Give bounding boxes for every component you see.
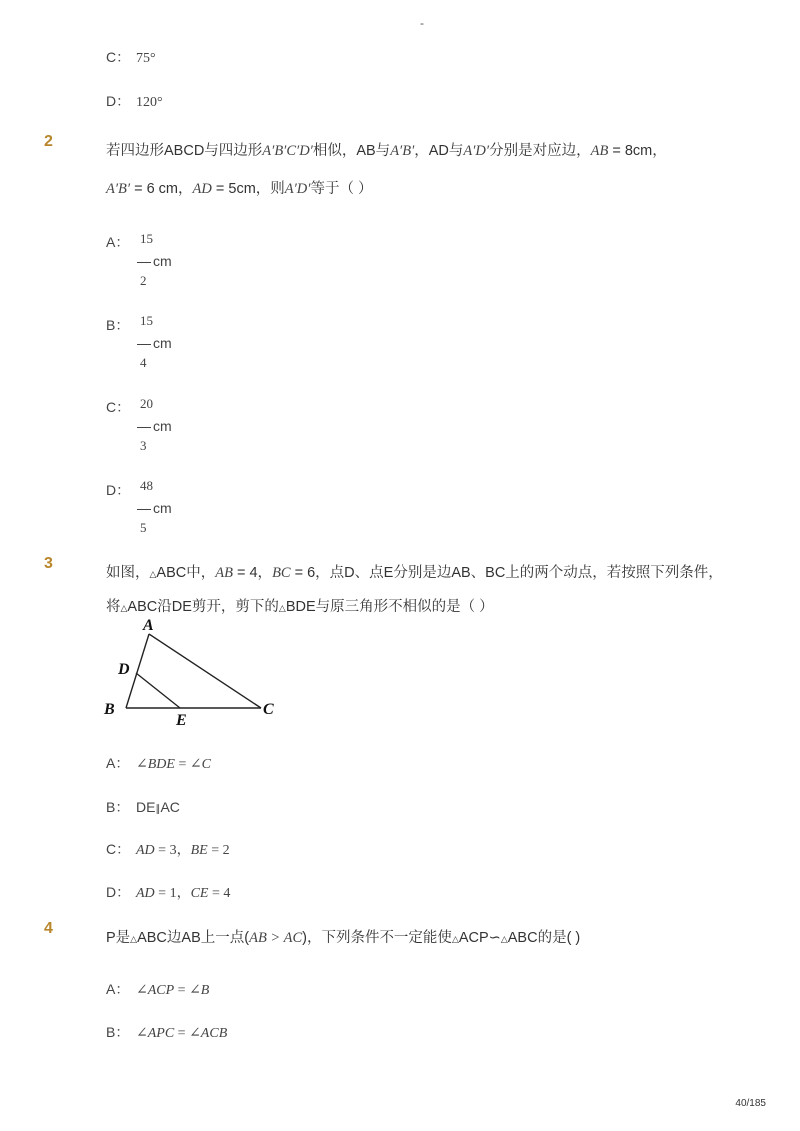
option-label: C： xyxy=(106,49,131,65)
option-label: B： xyxy=(106,317,130,333)
option-label: D： xyxy=(106,884,131,900)
q4-option-a[interactable] xyxy=(106,979,209,999)
text: = 4， xyxy=(232,565,273,581)
denominator: 4 xyxy=(140,355,147,370)
q4-option-b[interactable] xyxy=(106,1022,227,1042)
unit: cm xyxy=(153,335,172,351)
math: ∠ACP xyxy=(136,983,175,998)
math: ∠APC xyxy=(136,1026,175,1041)
text: AC xyxy=(160,799,180,815)
q2-stem-line-1 xyxy=(106,139,667,160)
math: = 1， xyxy=(154,886,191,901)
text: ，AD与 xyxy=(414,143,464,159)
option-label: A： xyxy=(106,234,130,250)
math: = xyxy=(174,1026,190,1041)
math: A′B′ xyxy=(106,181,131,197)
text: ABC边AB上一点( xyxy=(137,930,250,946)
math: = 3， xyxy=(154,843,191,858)
point-label-d: D xyxy=(118,661,130,678)
text: 将 xyxy=(106,599,121,615)
page-number: 40/185 xyxy=(735,1098,766,1109)
option-label: B： xyxy=(106,1024,130,1040)
text: ABC中， xyxy=(156,565,216,581)
math: ∠B xyxy=(189,983,210,998)
math: AB xyxy=(215,565,233,581)
q2-option-a[interactable] xyxy=(106,232,136,252)
text: DE xyxy=(136,799,156,815)
q3-option-a[interactable] xyxy=(106,753,211,773)
header-mark: - xyxy=(420,16,424,30)
option-label: A： xyxy=(106,755,130,771)
text: 等于（ ） xyxy=(310,181,373,197)
math: A′B′ xyxy=(390,143,415,159)
text: ACP∽ xyxy=(458,930,501,946)
math: BC xyxy=(272,565,291,581)
question-number-3: 3 xyxy=(44,555,53,572)
numerator: 20 xyxy=(140,396,153,411)
text: = 6 cm， xyxy=(130,181,193,197)
text: P是 xyxy=(106,930,131,946)
unit: cm xyxy=(153,253,172,269)
q1-option-d[interactable] xyxy=(106,91,163,111)
parallel-symbol: ∥ xyxy=(155,804,161,815)
text: )，下列条件不一定能使 xyxy=(302,930,452,946)
math: = xyxy=(174,757,190,772)
math: CE xyxy=(190,886,209,901)
math: AD xyxy=(136,886,155,901)
vertex-label-c: C xyxy=(263,701,274,718)
math: A′B′C′D′ xyxy=(262,143,313,159)
triangle-symbol: △ xyxy=(451,934,459,944)
math: = 2 xyxy=(207,843,230,858)
option-label: B： xyxy=(106,799,130,815)
unit: cm xyxy=(153,418,172,434)
option-label: C： xyxy=(106,399,131,415)
numerator: 15 xyxy=(140,313,153,328)
math: A′D′ xyxy=(463,143,490,159)
segment-de xyxy=(136,673,180,708)
math: BE xyxy=(190,843,208,858)
text: = 6，点D、点E分别是边AB、BC上的两个动点，若按照下列条件， xyxy=(290,565,723,581)
math: = 4 xyxy=(208,886,231,901)
math: AD xyxy=(192,181,212,197)
text: 若四边形ABCD与四边形 xyxy=(106,143,263,159)
text: ABC的是( ) xyxy=(507,930,581,946)
q1-option-c[interactable] xyxy=(106,47,156,67)
text: 相似，AB与 xyxy=(312,143,391,159)
math: ∠BDE xyxy=(136,757,175,772)
option-value: 120° xyxy=(136,95,163,110)
numerator: 15 xyxy=(140,231,153,246)
q3-stem-line-2 xyxy=(106,595,494,616)
triangle-symbol: △ xyxy=(149,569,157,579)
math: AB > AC xyxy=(249,930,303,946)
triangle-symbol: △ xyxy=(130,934,138,944)
option-value: 75° xyxy=(136,51,156,66)
text: = 8cm， xyxy=(608,143,667,159)
denominator: 2 xyxy=(140,273,147,288)
vertex-label-a: A xyxy=(143,617,154,634)
math: ∠ACB xyxy=(189,1026,228,1041)
math: ∠C xyxy=(189,757,211,772)
text: 分别是对应边， xyxy=(489,143,591,159)
q3-stem-line-1 xyxy=(106,561,723,582)
q2-option-d[interactable] xyxy=(106,480,136,500)
option-label: A： xyxy=(106,981,130,997)
vertex-label-b: B xyxy=(104,701,115,718)
math: = xyxy=(174,983,190,998)
math: AB xyxy=(590,143,609,159)
option-label: D： xyxy=(106,93,131,109)
triangle-symbol: △ xyxy=(120,603,128,613)
denominator: 5 xyxy=(140,520,147,535)
text: ABC沿DE剪开，剪下的 xyxy=(127,599,279,615)
triangle-figure xyxy=(96,614,296,732)
unit: cm xyxy=(153,500,172,516)
q3-option-c[interactable] xyxy=(106,839,230,859)
triangle-symbol: △ xyxy=(500,934,508,944)
text: = 5cm，则 xyxy=(211,181,285,197)
math: AD xyxy=(136,843,155,858)
question-number-2: 2 xyxy=(44,133,53,150)
option-label: D： xyxy=(106,482,131,498)
q3-option-b[interactable] xyxy=(106,797,180,817)
numerator: 48 xyxy=(140,478,153,493)
q2-stem-line-2 xyxy=(106,177,373,198)
question-number-4: 4 xyxy=(44,920,53,937)
triangle-symbol: △ xyxy=(278,603,286,613)
text: BDE与原三角形不相似的是（ ） xyxy=(285,599,494,615)
q2-option-c[interactable] xyxy=(106,397,136,417)
text: 如图， xyxy=(106,565,150,581)
q2-option-b[interactable] xyxy=(106,315,136,335)
math: A′D′ xyxy=(284,181,311,197)
point-label-e: E xyxy=(176,712,187,729)
denominator: 3 xyxy=(140,438,147,453)
option-label: C： xyxy=(106,841,131,857)
q4-stem-line-1 xyxy=(106,926,580,947)
q3-option-d[interactable] xyxy=(106,882,230,902)
